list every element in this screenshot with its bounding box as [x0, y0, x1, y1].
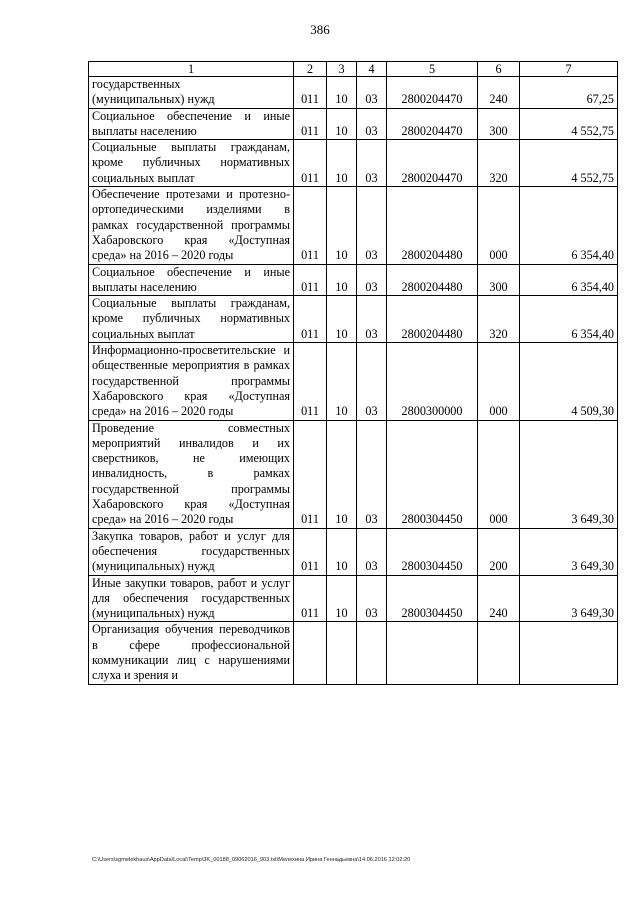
- section-cell: 10: [327, 77, 357, 109]
- amount-cell: 3 649,30: [520, 528, 618, 575]
- column-header: 3: [327, 62, 357, 77]
- table-row: [89, 528, 618, 575]
- column-header: 7: [520, 62, 618, 77]
- subsection-cell: 03: [357, 575, 387, 622]
- code-cell: 011: [294, 140, 327, 187]
- amount-cell: 67,25: [520, 77, 618, 109]
- target-article-cell: [387, 622, 478, 684]
- code-cell: 011: [294, 575, 327, 622]
- amount-cell: 3 649,30: [520, 575, 618, 622]
- amount-cell: 6 354,40: [520, 296, 618, 343]
- expense-type-cell: 000: [478, 187, 520, 264]
- amount-cell: 4 552,75: [520, 140, 618, 187]
- amount-cell: 4 509,30: [520, 343, 618, 420]
- subsection-cell: 03: [357, 187, 387, 264]
- item-name-cell: Проведение совместных мероприятий инвалидов и их сверстников, не имеющих инвалидность, в рамках государственной программы Хабаровского края «Доступная среда» на 2016 – 2020 годы: [89, 420, 294, 528]
- subsection-cell: 03: [357, 296, 387, 343]
- column-header: 4: [357, 62, 387, 77]
- target-article-cell: 2800300000: [387, 343, 478, 420]
- section-cell: 10: [327, 575, 357, 622]
- target-article-cell: 2800204470: [387, 77, 478, 109]
- expense-type-cell: 320: [478, 296, 520, 343]
- expense-type-cell: [478, 622, 520, 684]
- code-cell: 011: [294, 264, 327, 296]
- expense-type-cell: 000: [478, 420, 520, 528]
- section-cell: 10: [327, 296, 357, 343]
- target-article-cell: 2800204480: [387, 187, 478, 264]
- section-cell: 10: [327, 140, 357, 187]
- item-name-cell: Иные закупки товаров, работ и услуг для обеспечения государственных (муниципальных) нужд: [89, 575, 294, 622]
- table-row: [89, 187, 618, 264]
- table-row: [89, 108, 618, 140]
- table-row: [89, 296, 618, 343]
- section-cell: 10: [327, 528, 357, 575]
- code-cell: 011: [294, 296, 327, 343]
- target-article-cell: 2800204470: [387, 140, 478, 187]
- section-cell: 10: [327, 108, 357, 140]
- target-article-cell: 2800204470: [387, 108, 478, 140]
- file-path-footer: C:\Users\sgmelekhaus\AppData\Local\Temp\3K_00188_09062016_903.txt\Мелехина Ирина Геннадьевна\14.06.2016 12:02:20: [92, 857, 411, 863]
- code-cell: [294, 622, 327, 684]
- table-row: [89, 264, 618, 296]
- budget-table: [88, 61, 618, 685]
- item-name-cell: Социальное обеспечение и иные выплаты населению: [89, 264, 294, 296]
- table-row: [89, 575, 618, 622]
- column-header: 5: [387, 62, 478, 77]
- subsection-cell: 03: [357, 140, 387, 187]
- table-row: [89, 343, 618, 420]
- expense-type-cell: 000: [478, 343, 520, 420]
- expense-type-cell: 200: [478, 528, 520, 575]
- target-article-cell: 2800204480: [387, 296, 478, 343]
- item-name-cell: Организация обучения переводчиков в сфере профессиональной коммуникации лиц с нарушениями слуха и зрения и: [89, 622, 294, 684]
- code-cell: 011: [294, 343, 327, 420]
- code-cell: 011: [294, 420, 327, 528]
- item-name-cell: государственных (муниципальных) нужд: [89, 77, 294, 109]
- section-cell: 10: [327, 343, 357, 420]
- column-header: 6: [478, 62, 520, 77]
- subsection-cell: 03: [357, 420, 387, 528]
- section-cell: 10: [327, 420, 357, 528]
- target-article-cell: 2800304450: [387, 528, 478, 575]
- code-cell: 011: [294, 528, 327, 575]
- expense-type-cell: 320: [478, 140, 520, 187]
- target-article-cell: 2800304450: [387, 420, 478, 528]
- subsection-cell: 03: [357, 264, 387, 296]
- code-cell: 011: [294, 77, 327, 109]
- item-name-cell: Социальные выплаты гражданам, кроме публичных нормативных социальных выплат: [89, 140, 294, 187]
- table-row: [89, 77, 618, 109]
- expense-type-cell: 240: [478, 575, 520, 622]
- table-row: [89, 622, 618, 684]
- item-name-cell: Социальные выплаты гражданам, кроме публичных нормативных социальных выплат: [89, 296, 294, 343]
- expense-type-cell: 300: [478, 264, 520, 296]
- table-row: [89, 420, 618, 528]
- code-cell: 011: [294, 108, 327, 140]
- section-cell: 10: [327, 264, 357, 296]
- amount-cell: 4 552,75: [520, 108, 618, 140]
- amount-cell: [520, 622, 618, 684]
- section-cell: [327, 622, 357, 684]
- section-cell: 10: [327, 187, 357, 264]
- column-header: 1: [89, 62, 294, 77]
- item-name-cell: Социальное обеспечение и иные выплаты населению: [89, 108, 294, 140]
- code-cell: 011: [294, 187, 327, 264]
- subsection-cell: 03: [357, 528, 387, 575]
- amount-cell: 3 649,30: [520, 420, 618, 528]
- amount-cell: 6 354,40: [520, 264, 618, 296]
- item-name-cell: Информационно-просветительские и общественные мероприятия в рамках государственной программы Хабаровского края «Доступная среда» на 2016 – 2020 годы: [89, 343, 294, 420]
- amount-cell: 6 354,40: [520, 187, 618, 264]
- target-article-cell: 2800204480: [387, 264, 478, 296]
- table-row: [89, 140, 618, 187]
- expense-type-cell: 300: [478, 108, 520, 140]
- item-name-cell: Обеспечение протезами и протезно-ортопедическими изделиями в рамках государственной программы Хабаровского края «Доступная среда» на 2016 – 2020 годы: [89, 187, 294, 264]
- page-number: 386: [310, 22, 330, 37]
- subsection-cell: 03: [357, 108, 387, 140]
- column-header: 2: [294, 62, 327, 77]
- subsection-cell: 03: [357, 343, 387, 420]
- expense-type-cell: 240: [478, 77, 520, 109]
- subsection-cell: 03: [357, 77, 387, 109]
- subsection-cell: [357, 622, 387, 684]
- target-article-cell: 2800304450: [387, 575, 478, 622]
- header-row: [89, 62, 618, 77]
- item-name-cell: Закупка товаров, работ и услуг для обеспечения государственных (муниципальных) нужд: [89, 528, 294, 575]
